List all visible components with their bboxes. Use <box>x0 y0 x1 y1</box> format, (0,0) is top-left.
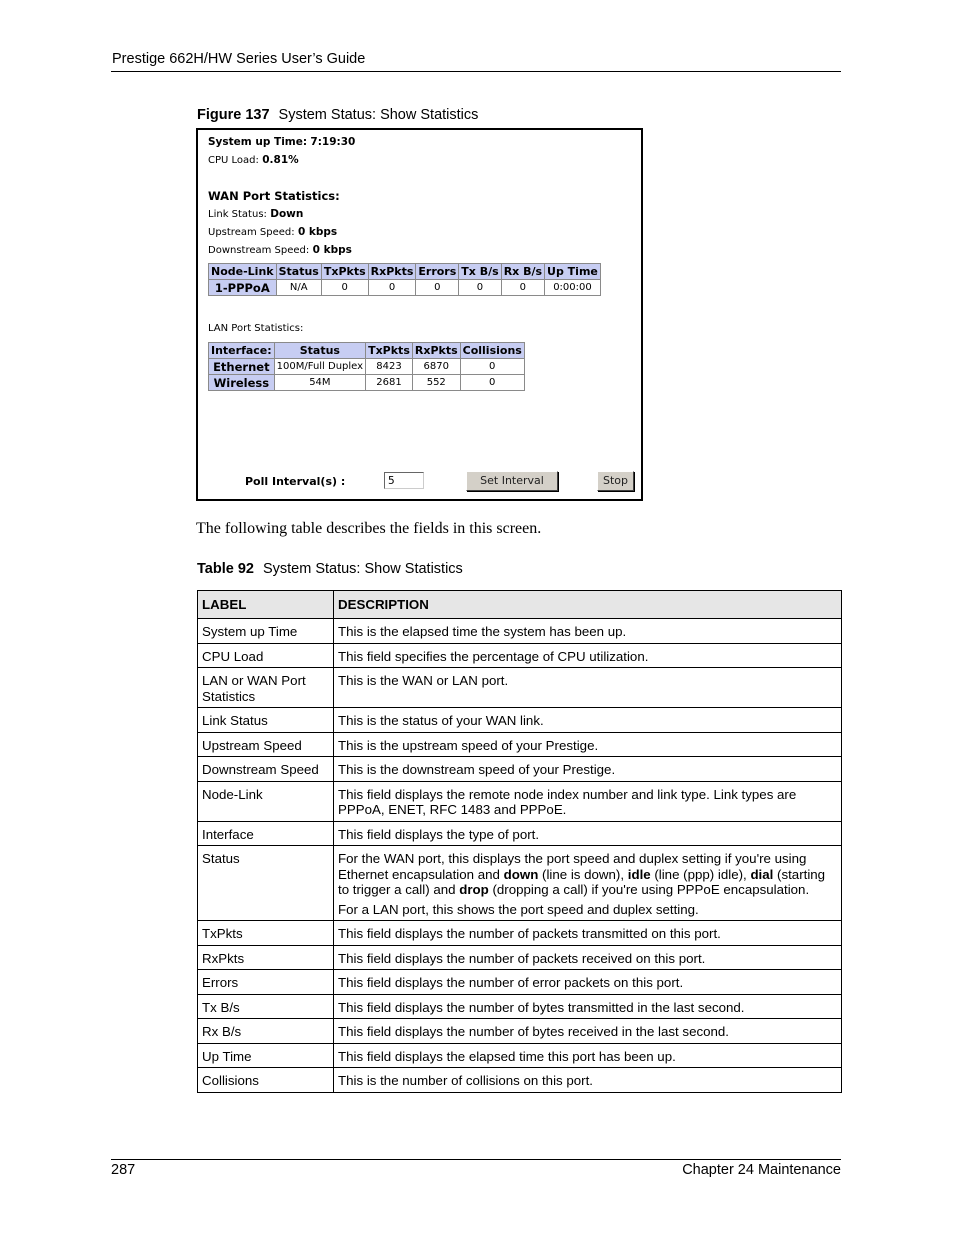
link-status-line <box>208 208 303 220</box>
cpu-value: 0.81% <box>262 154 299 166</box>
row-description: This is the elapsed time the system has been up. <box>334 619 842 644</box>
row-description: This is the number of collisions on this port. <box>334 1068 842 1093</box>
row-label: TxPkts <box>198 921 334 946</box>
row-label: Tx B/s <box>198 994 334 1019</box>
lan-table-row <box>209 359 525 375</box>
table-row <box>198 970 842 995</box>
cpu-label: CPU Load: <box>208 155 259 166</box>
row-label: CPU Load <box>198 643 334 668</box>
row-description: This field displays the number of packets received on this port. <box>334 945 842 970</box>
wan-col-errors: Errors <box>416 264 459 280</box>
row-label: Up Time <box>198 1043 334 1068</box>
row-label: LAN or WAN Port Statistics <box>198 668 334 708</box>
wan-cell-tx-bs: 0 <box>459 280 501 296</box>
table-row <box>198 619 842 644</box>
table-row <box>198 846 842 921</box>
uptime-label: System up Time: <box>208 136 308 148</box>
lan-col-interface: Interface: <box>209 343 275 359</box>
downstream-label: Downstream Speed: <box>208 245 310 256</box>
wan-cell-errors: 0 <box>416 280 459 296</box>
row-description: This field displays the number of error packets on this port. <box>334 970 842 995</box>
row-description: This field displays the number of packets transmitted on this port. <box>334 921 842 946</box>
desc-keyword: idle <box>627 866 651 882</box>
lan-col-collisions: Collisions <box>460 343 524 359</box>
wan-cell-status: N/A <box>276 280 321 296</box>
chapter-title: Chapter 24 Maintenance <box>682 1162 841 1178</box>
cpu-line <box>208 154 299 166</box>
table-row <box>198 1043 842 1068</box>
footer-rule <box>111 1159 841 1160</box>
desc-keyword: down <box>503 866 539 882</box>
col-label-header: LABEL <box>198 591 334 619</box>
row-label: Node-Link <box>198 781 334 821</box>
set-interval-button[interactable]: Set Interval <box>466 471 558 491</box>
table-row <box>198 1019 842 1044</box>
link-status-label: Link Status: <box>208 209 267 220</box>
table-row <box>198 668 842 708</box>
row-label: Link Status <box>198 708 334 733</box>
table-caption <box>197 561 463 577</box>
desc-text: For the WAN port, this displays the port speed and duplex setting if you're using Ethernet encapsulation and <box>338 851 807 882</box>
row-description: This field specifies the percentage of CPU utilization. <box>334 643 842 668</box>
row-description: This field displays the remote node index number and link type. Link types are PPPoA, ENET, RFC 1483 and PPPoE. <box>334 781 842 821</box>
page-number: 287 <box>111 1162 136 1178</box>
header-rule <box>111 71 841 72</box>
wan-col-up-time: Up Time <box>545 264 601 280</box>
row-label: Downstream Speed <box>198 757 334 782</box>
statistics-screen <box>196 128 643 501</box>
status-desc-lan: For a LAN port, this shows the port speed and duplex setting. <box>338 901 699 917</box>
wan-cell-up-time: 0:00:00 <box>545 280 601 296</box>
col-description-header: DESCRIPTION <box>334 591 842 619</box>
wan-stats-table <box>208 263 601 296</box>
lan-cell-status: 54M <box>274 375 365 391</box>
wan-cell-txpkts: 0 <box>321 280 368 296</box>
lan-cell-txpkts: 2681 <box>366 375 413 391</box>
lan-cell-status: 100M/Full Duplex <box>274 359 365 375</box>
field-description-table <box>197 590 842 1093</box>
running-header: Prestige 662H/HW Series User’s Guide <box>112 51 366 67</box>
figure-number: Figure 137 <box>197 107 270 123</box>
row-description: This is the downstream speed of your Prestige. <box>334 757 842 782</box>
lan-col-status: Status <box>274 343 365 359</box>
stop-button[interactable]: Stop <box>597 471 634 491</box>
row-label: Upstream Speed <box>198 732 334 757</box>
lan-cell-interface: Wireless <box>209 375 275 391</box>
desc-text: (line is down), <box>538 866 628 882</box>
table-row <box>198 757 842 782</box>
desc-text: (starting to trigger a call) and <box>338 866 826 897</box>
table-row <box>198 708 842 733</box>
status-desc-wan <box>338 851 836 898</box>
upstream-label: Upstream Speed: <box>208 227 295 238</box>
figure-title: System Status: Show Statistics <box>278 107 479 123</box>
table-row <box>198 643 842 668</box>
lan-cell-interface: Ethernet <box>209 359 275 375</box>
table-row <box>198 994 842 1019</box>
desc-text: (dropping a call) if you're using PPPoE encapsulation. <box>488 882 810 897</box>
row-description: This field displays the number of bytes transmitted in the last second. <box>334 994 842 1019</box>
downstream-line <box>208 244 352 256</box>
uptime-value: 7:19:30 <box>310 136 356 148</box>
row-description: This is the status of your WAN link. <box>334 708 842 733</box>
poll-interval-input[interactable]: 5 <box>384 472 424 489</box>
body-paragraph: The following table describes the fields in this screen. <box>196 520 542 537</box>
row-label: RxPkts <box>198 945 334 970</box>
row-label: Errors <box>198 970 334 995</box>
wan-cell-node-link: 1-PPPoA <box>209 280 277 296</box>
table-row <box>198 1068 842 1093</box>
row-label: Collisions <box>198 1068 334 1093</box>
wan-table-row <box>209 280 601 296</box>
wan-col-node-link: Node-Link <box>209 264 277 280</box>
wan-col-txpkts: TxPkts <box>321 264 368 280</box>
desc-text: (line (ppp) idle), <box>650 866 751 882</box>
lan-cell-rxpkts: 6870 <box>412 359 460 375</box>
lan-heading: LAN Port Statistics: <box>208 323 304 334</box>
lan-col-rxpkts: RxPkts <box>412 343 460 359</box>
figure-caption <box>197 107 478 123</box>
poll-interval-label: Poll Interval(s) : <box>245 475 346 488</box>
lan-col-txpkts: TxPkts <box>366 343 413 359</box>
lan-table-header-row <box>209 343 525 359</box>
upstream-line <box>208 226 337 238</box>
row-description: This field displays the type of port. <box>334 821 842 846</box>
desc-keyword: drop <box>459 882 489 897</box>
table-row <box>198 821 842 846</box>
desc-table-header-row <box>198 591 842 619</box>
table-title: System Status: Show Statistics <box>262 561 463 577</box>
wan-heading: WAN Port Statistics: <box>208 189 340 203</box>
row-description: This is the upstream speed of your Prestige. <box>334 732 842 757</box>
row-description: This field displays the elapsed time this port has been up. <box>334 1043 842 1068</box>
row-label: System up Time <box>198 619 334 644</box>
table-row <box>198 945 842 970</box>
wan-col-rxpkts: RxPkts <box>368 264 416 280</box>
lan-table-row <box>209 375 525 391</box>
row-description <box>334 846 842 921</box>
link-status-value: Down <box>270 208 304 220</box>
lan-cell-collisions: 0 <box>460 375 524 391</box>
table-number: Table 92 <box>197 561 254 577</box>
table-row <box>198 921 842 946</box>
row-description: This is the WAN or LAN port. <box>334 668 842 708</box>
lan-cell-txpkts: 8423 <box>366 359 413 375</box>
table-row <box>198 781 842 821</box>
lan-stats-table <box>208 342 525 391</box>
wan-cell-rx-bs: 0 <box>501 280 544 296</box>
upstream-value: 0 kbps <box>297 226 338 238</box>
wan-table-header-row <box>209 264 601 280</box>
table-row <box>198 732 842 757</box>
row-label: Status <box>198 846 334 921</box>
downstream-value: 0 kbps <box>312 244 352 256</box>
lan-cell-collisions: 0 <box>460 359 524 375</box>
desc-keyword: dial <box>750 866 774 882</box>
row-label: Interface <box>198 821 334 846</box>
wan-col-status: Status <box>276 264 321 280</box>
lan-cell-rxpkts: 552 <box>412 375 460 391</box>
row-label: Rx B/s <box>198 1019 334 1044</box>
wan-col-tx-bs: Tx B/s <box>459 264 501 280</box>
row-description: This field displays the number of bytes received in the last second. <box>334 1019 842 1044</box>
uptime-line <box>208 136 355 148</box>
wan-col-rx-bs: Rx B/s <box>501 264 544 280</box>
wan-cell-rxpkts: 0 <box>368 280 416 296</box>
